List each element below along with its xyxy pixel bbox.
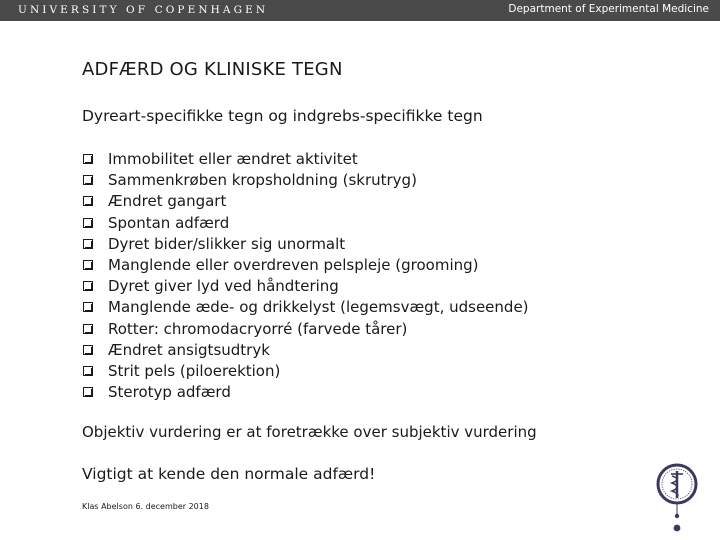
list-item-text: Manglende eller overdreven pelspleje (grooming) [108,255,479,274]
university-seal-logo [650,462,702,532]
list-item-text: Sterotyp adfærd [108,383,231,402]
list-item [82,234,529,255]
list-item [82,340,529,361]
checkbox-icon [83,281,93,291]
department-name: Department of Experimental Medicine [508,3,709,15]
list-item-text: Dyret giver lyd ved håndtering [108,277,339,296]
list-item [82,191,529,212]
checkbox-icon [83,218,93,228]
checkbox-icon [83,302,93,312]
slide-subtitle: Dyreart-specifikke tegn og indgrebs-specifikke tegn [82,107,483,125]
checkbox-icon [83,366,93,376]
list-item-text: Ændret ansigtsudtryk [108,340,270,359]
checkbox-icon [83,239,93,249]
list-item [82,297,529,318]
list-item [82,255,529,276]
list-item-text: Manglende æde- og drikkelyst (legemsvægt, udseende) [108,298,529,317]
signs-list [82,149,529,403]
university-name: UNIVERSITY OF COPENHAGEN [18,4,269,16]
list-item-text: Dyret bider/slikker sig unormalt [108,234,346,253]
list-item-text: Ændret gangart [108,192,227,211]
paragraph-normal-behaviour: Vigtigt at kende den normale adfærd! [82,465,376,483]
list-item [82,213,529,234]
header-bar [0,0,720,21]
list-item-text: Sammenkrøben kropsholdning (skrutryg) [108,171,417,190]
checkbox-icon [83,345,93,355]
list-item-text: Strit pels (piloerektion) [108,361,281,380]
footer-author-date: Klas Abelson 6. december 2018 [82,502,209,511]
list-item [82,319,529,340]
list-item [82,276,529,297]
checkbox-icon [83,154,93,164]
list-item-text: Immobilitet eller ændret aktivitet [108,150,358,168]
list-item-text: Spontan adfærd [108,213,230,232]
checkbox-icon [83,324,93,334]
list-item [82,170,529,191]
list-item-text: Rotter: chromodacryorré (farvede tårer) [108,319,408,338]
list-item [82,382,529,403]
slide-title: ADFÆRD OG KLINISKE TEGN [82,59,343,80]
checkbox-icon [83,387,93,397]
list-item [82,149,529,170]
checkbox-icon [83,196,93,206]
paragraph-objective: Objektiv vurdering er at foretrække over subjektiv vurdering [82,423,537,441]
list-item [82,361,529,382]
checkbox-icon [83,260,93,270]
checkbox-icon [83,175,93,185]
